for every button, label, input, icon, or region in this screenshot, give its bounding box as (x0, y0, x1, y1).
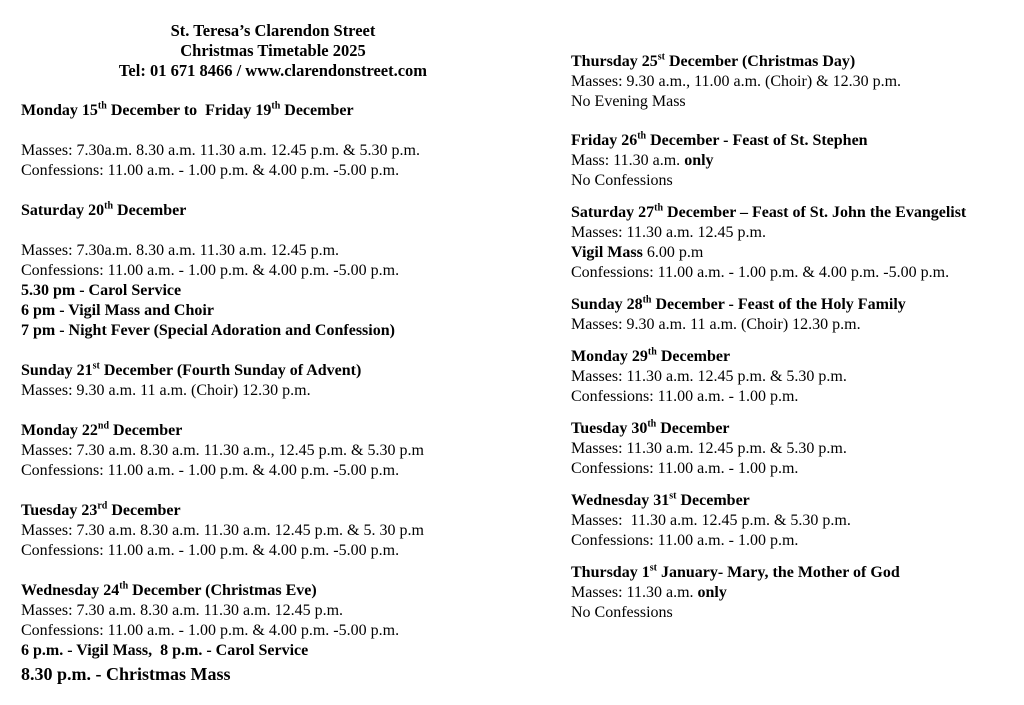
schedule-line: 5.30 pm - Carol Service (21, 282, 182, 299)
section-date-heading: Sunday 21st December (Fourth Sunday of Advent) (21, 360, 362, 379)
schedule-line: Confessions: 11.00 a.m. - 1.00 p.m. (571, 388, 799, 405)
schedule-line: Confessions: 11.00 a.m. - 1.00 p.m. (571, 532, 799, 549)
schedule-section (571, 52, 1024, 112)
schedule-section (571, 563, 1024, 623)
schedule-section (571, 131, 1024, 191)
schedule-section (21, 421, 525, 481)
schedule-line: No Confessions (571, 604, 673, 621)
schedule-line: Confessions: 11.00 a.m. - 1.00 p.m. & 4.00 p.m. -5.00 p.m. (21, 462, 400, 479)
schedule-section (21, 201, 525, 341)
schedule-line: Confessions: 11.00 a.m. - 1.00 p.m. & 4.00 p.m. -5.00 p.m. (21, 622, 400, 639)
right-column (571, 52, 1024, 623)
schedule-line: 6 pm - Vigil Mass and Choir (21, 302, 214, 319)
section-date-heading: Monday 29th December (571, 346, 731, 365)
left-column (21, 21, 525, 685)
schedule-line: Mass: 11.30 a.m. only (571, 152, 714, 169)
schedule-line: 7 pm - Night Fever (Special Adoration and Confession) (21, 322, 395, 339)
schedule-line: Confessions: 11.00 a.m. - 1.00 p.m. (571, 460, 799, 477)
schedule-line: Vigil Mass 6.00 p.m (571, 244, 704, 261)
section-date-heading: Tuesday 30th December (571, 418, 730, 437)
blank-line (21, 121, 525, 141)
schedule-line: Masses: 11.30 a.m. 12.45 p.m. & 5.30 p.m. (571, 368, 847, 385)
schedule-line: Confessions: 11.00 a.m. - 1.00 p.m. & 4.00 p.m. -5.00 p.m. (21, 542, 400, 559)
schedule-line: Masses: 9.30 a.m. 11 a.m. (Choir) 12.30 p.m. (571, 316, 861, 333)
section-date-heading: Monday 15th December to Friday 19th December (21, 100, 354, 119)
schedule-line: Masses: 7.30 a.m. 8.30 a.m. 11.30 a.m., 12.45 p.m. & 5.30 p.m (21, 442, 424, 459)
schedule-line: Masses: 11.30 a.m. 12.45 p.m. & 5.30 p.m. (571, 440, 847, 457)
section-date-heading: Thursday 25st December (Christmas Day) (571, 51, 856, 70)
schedule-line: Masses: 7.30 a.m. 8.30 a.m. 11.30 a.m. 12.45 p.m. (21, 602, 344, 619)
section-date-heading: Wednesday 31st December (571, 490, 750, 509)
title-line-contact: Tel: 01 671 8466 / www.clarendonstreet.com (118, 61, 428, 80)
schedule-line: Masses: 11.30 a.m. 12.45 p.m. (571, 224, 766, 241)
section-date-heading: Thursday 1st January- Mary, the Mother of God (571, 562, 900, 581)
schedule-section (21, 101, 525, 181)
schedule-section (571, 295, 1024, 335)
schedule-line: Confessions: 11.00 a.m. - 1.00 p.m. & 4.00 p.m. -5.00 p.m. (21, 262, 400, 279)
schedule-line: Masses: 7.30 a.m. 8.30 a.m. 11.30 a.m. 12.45 p.m. & 5. 30 p.m (21, 522, 424, 539)
schedule-section (21, 581, 525, 685)
section-date-heading: Tuesday 23rd December (21, 500, 181, 519)
document-title-block (21, 21, 525, 81)
section-date-heading: Saturday 20th December (21, 200, 187, 219)
schedule-line: 8.30 p.m. - Christmas Mass (21, 664, 231, 684)
section-date-heading: Monday 22nd December (21, 420, 183, 439)
section-date-heading: Friday 26th December - Feast of St. Stephen (571, 130, 868, 149)
schedule-section (571, 347, 1024, 407)
schedule-section (571, 203, 1024, 283)
left-sections-container (21, 101, 525, 685)
schedule-line: Masses: 7.30a.m. 8.30 a.m. 11.30 a.m. 12.45 p.m. & 5.30 p.m. (21, 142, 420, 159)
schedule-line: Masses: 9.30 a.m. 11 a.m. (Choir) 12.30 p.m. (21, 382, 311, 399)
schedule-section (571, 491, 1024, 551)
schedule-line: 6 p.m. - Vigil Mass, 8 p.m. - Carol Service (21, 642, 309, 659)
schedule-line: No Evening Mass (571, 93, 686, 110)
schedule-line: Masses: 7.30a.m. 8.30 a.m. 11.30 a.m. 12.45 p.m. (21, 242, 340, 259)
schedule-line: Masses: 9.30 a.m., 11.00 a.m. (Choir) & 12.30 p.m. (571, 73, 902, 90)
blank-line (21, 221, 525, 241)
title-line-church-name: St. Teresa’s Clarendon Street (170, 21, 376, 40)
schedule-section (21, 361, 525, 401)
schedule-line: Confessions: 11.00 a.m. - 1.00 p.m. & 4.00 p.m. -5.00 p.m. (21, 162, 400, 179)
title-line-document-name: Christmas Timetable 2025 (180, 41, 366, 60)
section-date-heading: Sunday 28th December - Feast of the Holy Family (571, 294, 906, 313)
schedule-section (21, 501, 525, 561)
schedule-line: No Confessions (571, 172, 673, 189)
section-date-heading: Wednesday 24th December (Christmas Eve) (21, 580, 317, 599)
section-date-heading: Saturday 27th December – Feast of St. John the Evangelist (571, 202, 967, 221)
schedule-line: Masses: 11.30 a.m. 12.45 p.m. & 5.30 p.m. (571, 512, 851, 529)
schedule-line: Confessions: 11.00 a.m. - 1.00 p.m. & 4.00 p.m. -5.00 p.m. (571, 264, 950, 281)
schedule-section (571, 419, 1024, 479)
right-sections-container (571, 52, 1024, 623)
schedule-line: Masses: 11.30 a.m. only (571, 584, 727, 601)
